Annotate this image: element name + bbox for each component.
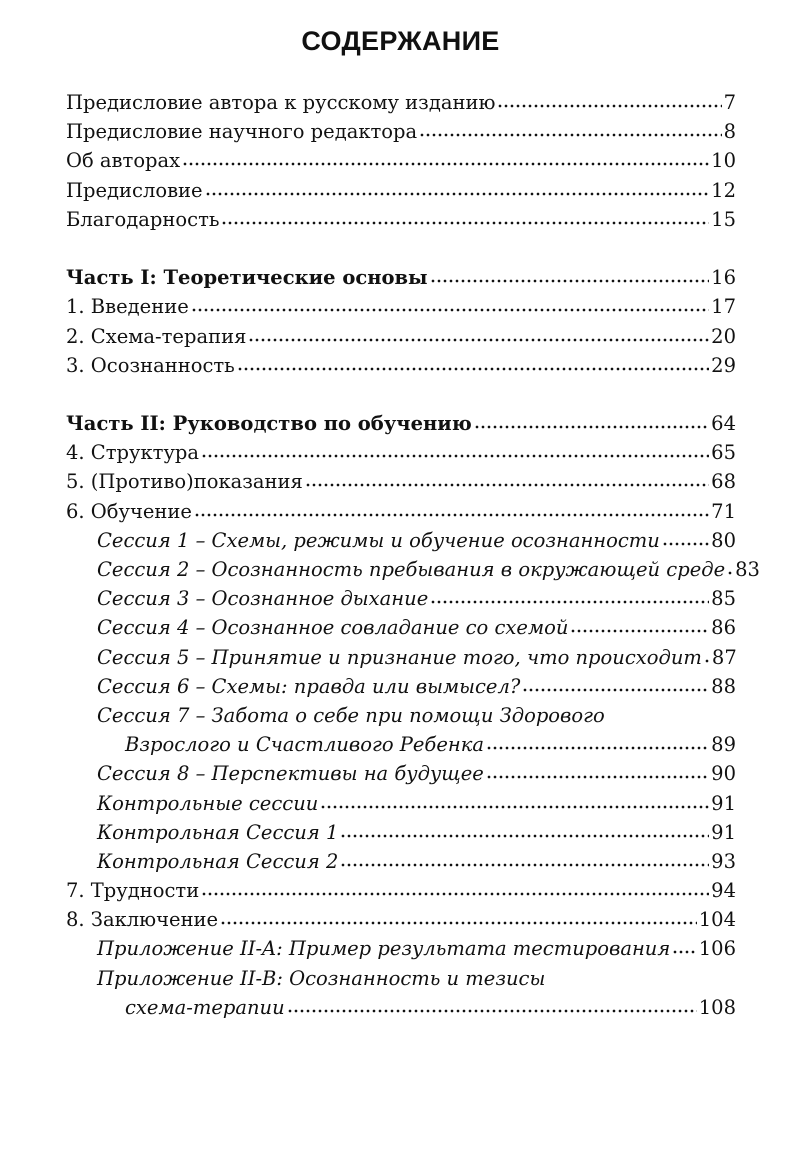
toc-entry-page: 15: [711, 207, 736, 231]
toc-entry-page: 94: [711, 879, 736, 903]
toc-entry-chapter-6[interactable]: [66, 497, 736, 526]
dot-leader: [220, 920, 697, 926]
dot-leader: [486, 774, 709, 780]
toc-entry-about-authors[interactable]: [66, 146, 736, 175]
dot-leader: [320, 804, 709, 810]
toc-entry-label: 3. Осознанность: [66, 353, 235, 377]
toc-entry-page: 108: [698, 995, 736, 1019]
toc-entry-label: Часть II: Руководство по обучению: [66, 412, 472, 436]
toc-entry-label: Приложение II-B: Осознанность и тезисы: [97, 966, 546, 990]
toc-entry-part-1[interactable]: [66, 263, 736, 292]
dot-leader: [672, 949, 696, 955]
toc-entry-label: Сессия 3 – Осознанное дыхание: [97, 587, 429, 611]
toc-entry-page: 85: [711, 587, 736, 611]
toc-entry-label: Приложение II-A: Пример результата тестирования: [97, 937, 671, 961]
toc-entry-chapter-8[interactable]: [66, 905, 736, 934]
toc-entry-label: Контрольная Сессия 1: [97, 820, 339, 844]
toc-entry-label: 6. Обучение: [66, 499, 192, 523]
toc-entry-page: 10: [711, 149, 736, 173]
toc-entry-session-5[interactable]: [66, 643, 736, 672]
dot-leader: [287, 1008, 697, 1014]
toc-entry-label: Сессия 6 – Схемы: правда или вымысел?: [97, 674, 521, 698]
toc-entry-label: Контрольная Сессия 2: [97, 849, 339, 873]
toc-entry-page: 87: [711, 645, 737, 669]
toc-entry-page: 12: [711, 178, 736, 202]
page-title: СОДЕРЖАНИЕ: [301, 26, 500, 56]
toc-entry-page: 91: [711, 791, 736, 815]
toc-entry-label-continued: схема-терапии: [125, 995, 285, 1019]
toc-entry-page: 64: [711, 412, 736, 436]
toc-entry-page: 17: [711, 295, 736, 319]
toc-entry-session-2[interactable]: [66, 555, 760, 584]
toc-entry-session-6[interactable]: [66, 672, 736, 701]
dot-leader: [221, 220, 709, 226]
dot-leader: [248, 337, 709, 343]
dot-leader: [182, 161, 709, 167]
toc-entry-label: 1. Введение: [66, 295, 189, 319]
toc-entry-page: 89: [711, 733, 736, 757]
dot-leader: [727, 570, 733, 576]
toc-entry-acknowledgements[interactable]: [66, 205, 736, 234]
toc-entry-control-session-1[interactable]: [66, 818, 736, 847]
table-of-contents: [66, 88, 760, 1022]
toc-entry-chapter-1[interactable]: [66, 292, 736, 321]
toc-entry-page: 106: [698, 937, 736, 961]
dot-leader: [237, 366, 709, 372]
toc-entry-session-7-continued[interactable]: [66, 730, 736, 759]
toc-entry-label: Сессия 8 – Перспективы на будущее: [97, 762, 484, 786]
dot-leader: [662, 541, 709, 547]
toc-entry-chapter-5[interactable]: [66, 467, 736, 496]
dot-leader: [497, 103, 721, 109]
dot-leader: [430, 599, 709, 605]
dot-leader: [474, 424, 709, 430]
toc-entry-label: Сессия 2 – Осознанность пребывания в окружающей среде: [97, 558, 726, 581]
toc-entry-appendix-2b-continued[interactable]: [66, 993, 736, 1022]
toc-entry-session-4[interactable]: [66, 613, 736, 642]
toc-entry-label: Благодарность: [66, 207, 220, 231]
toc-entry-label: Часть I: Теоретические основы: [66, 266, 428, 290]
toc-entry-chapter-7[interactable]: [66, 876, 736, 905]
toc-entry-label: Сессия 5 – Принятие и признание того, что происходит: [97, 645, 702, 669]
toc-entry-page: 88: [711, 674, 736, 698]
toc-entry-label: 8. Заключение: [66, 908, 219, 932]
toc-entry-page: 86: [711, 616, 736, 640]
toc-entry-part-2[interactable]: [66, 409, 736, 438]
toc-entry-page: 16: [711, 266, 736, 290]
dot-leader: [340, 862, 709, 868]
toc-entry-label: 2. Схема-терапия: [66, 324, 247, 348]
toc-entry-appendix-2b[interactable]: [66, 964, 736, 993]
toc-entry-session-8[interactable]: [66, 759, 736, 788]
toc-entry-page: 71: [711, 499, 736, 523]
toc-entry-page: 7: [723, 91, 736, 114]
toc-entry-page: 68: [711, 470, 736, 494]
dot-leader: [194, 512, 709, 518]
toc-entry-label: Сессия 4 – Осознанное совладание со схемой: [97, 616, 569, 640]
toc-entry-control-sessions[interactable]: [66, 789, 736, 818]
toc-entry-label-continued: Взрослого и Счастливого Ребенка: [125, 733, 484, 757]
toc-entry-page: 93: [711, 849, 736, 873]
dot-leader: [704, 658, 710, 664]
toc-entry-appendix-2a[interactable]: [66, 934, 736, 963]
toc-entry-page: 104: [698, 908, 736, 932]
dot-leader: [305, 482, 709, 488]
toc-entry-page: 80: [711, 528, 736, 552]
toc-entry-chapter-2[interactable]: [66, 322, 736, 351]
toc-entry-session-7[interactable]: [66, 701, 736, 730]
toc-entry-label: 7. Трудности: [66, 879, 200, 903]
toc-entry-page: 91: [711, 820, 736, 844]
dot-leader: [419, 132, 721, 138]
toc-entry-label: Предисловие научного редактора: [66, 120, 418, 144]
toc-entry-label: 4. Структура: [66, 441, 200, 465]
dot-leader: [522, 687, 709, 693]
toc-entry-label: Предисловие автора к русскому изданию: [66, 91, 496, 114]
toc-entry-chapter-3[interactable]: [66, 351, 736, 380]
toc-entry-page: 83: [735, 558, 760, 581]
toc-entry-session-1[interactable]: [66, 526, 736, 555]
toc-entry-label: 5. (Противо)показания: [66, 470, 303, 494]
toc-entry-label: Сессия 7 – Забота о себе при помощи Здорового: [97, 703, 605, 727]
toc-entry-page: 29: [711, 353, 736, 377]
toc-entry-preface[interactable]: [66, 176, 736, 205]
dot-leader: [191, 307, 709, 313]
dot-leader: [205, 191, 710, 197]
toc-entry-label: Сессия 1 – Схемы, режимы и обучение осознанности: [97, 528, 660, 552]
dot-leader: [430, 278, 710, 284]
dot-leader: [570, 628, 709, 634]
toc-entry-label: Предисловие: [66, 178, 203, 202]
toc-entry-editor-preface[interactable]: [66, 117, 736, 146]
toc-entry-label: Контрольные сессии: [97, 791, 319, 815]
toc-entry-page: 65: [711, 441, 736, 465]
toc-entry-session-3[interactable]: [66, 584, 736, 613]
toc-entry-control-session-2[interactable]: [66, 847, 736, 876]
toc-entry-chapter-4[interactable]: [66, 438, 736, 467]
toc-entry-page: 20: [711, 324, 736, 348]
toc-entry-page: 8: [723, 120, 736, 144]
dot-leader: [201, 453, 709, 459]
dot-leader: [486, 745, 709, 751]
toc-entry-author-preface[interactable]: [66, 88, 736, 117]
toc-entry-page: 90: [711, 762, 736, 786]
toc-entry-label: Об авторах: [66, 149, 181, 173]
dot-leader: [340, 833, 709, 839]
dot-leader: [201, 891, 709, 897]
